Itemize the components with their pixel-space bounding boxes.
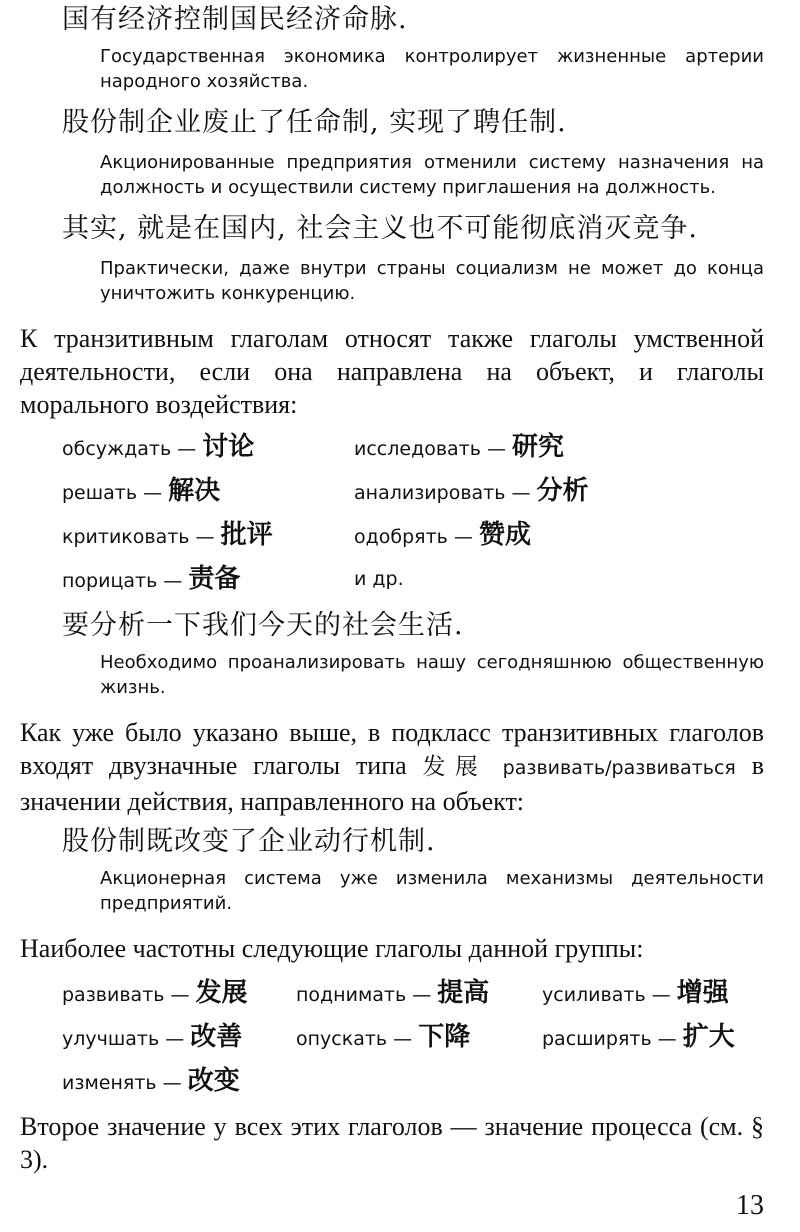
- paragraph-second-meaning: Второе значение у всех этих глаголов — значение процесса (см. § 3).: [20, 1112, 764, 1174]
- example-translation-4: Необходимо проанализировать нашу сегодняшнюю общественную жизнь.: [100, 652, 764, 698]
- vocab-item: опускать — 下降: [296, 1022, 471, 1052]
- vocab-item: решать — 解决: [62, 476, 221, 506]
- example-chinese-4: 要分析一下我们今天的社会生活.: [62, 610, 464, 641]
- vocab-item: развивать — 发展: [62, 978, 248, 1008]
- paragraph-bivalent-verbs: Как уже было указано выше, в подкласс транзитивных глаголов входят двузначные глаголы типа 发展 развивать/развиваться в значении действия, направленного на объект:: [20, 718, 764, 816]
- vocab-item: улучшать — 改善: [62, 1022, 243, 1052]
- vocab-item: одобрять — 赞成: [354, 520, 531, 550]
- example-chinese-2: 股份制企业废止了任命制, 实现了聘任制.: [62, 107, 567, 138]
- vocab-item: усиливать — 增强: [542, 978, 729, 1008]
- example-translation-2: Акционированные предприятия отменили систему назначения на должность и осуществили систему приглашения на должность.: [100, 152, 764, 198]
- page-number: 13: [736, 1190, 764, 1221]
- vocab-item: анализировать — 分析: [354, 476, 589, 506]
- vocab-item: изменять — 改变: [62, 1066, 240, 1096]
- vocab-item: поднимать — 提高: [296, 978, 490, 1008]
- vocab-item: обсуждать — 讨论: [62, 432, 255, 462]
- vocab-item: и др.: [354, 568, 404, 590]
- example-chinese-3: 其实, 就是在国内, 社会主义也不可能彻底消灭竞争.: [62, 213, 698, 244]
- example-translation-5: Акционерная система уже изменила механизмы деятельности предприятий.: [100, 868, 764, 914]
- example-translation-3: Практически, даже внутри страны социализм не может до конца уничтожить конкуренцию.: [100, 258, 764, 304]
- vocab-item: расширять — 扩大: [542, 1022, 735, 1052]
- vocab-item: исследовать — 研究: [354, 432, 565, 462]
- paragraph-transitive-mental: К транзитивным глаголам относят также глаголы умственной деятельности, если она направлена на объект, и глаголы морального воздействия:: [20, 324, 764, 419]
- paragraph-frequent-verbs: Наиболее частотны следующие глаголы данной группы:: [20, 934, 644, 963]
- example-translation-1: Государственная экономика контролирует жизненные артерии народного хозяйства.: [100, 46, 764, 92]
- vocab-item: порицать — 责备: [62, 564, 241, 594]
- vocab-item: критиковать — 批评: [62, 520, 273, 550]
- example-chinese-5: 股份制既改变了企业动行机制.: [62, 826, 436, 857]
- example-chinese-1: 国有经济控制国民经济命脉.: [62, 4, 408, 35]
